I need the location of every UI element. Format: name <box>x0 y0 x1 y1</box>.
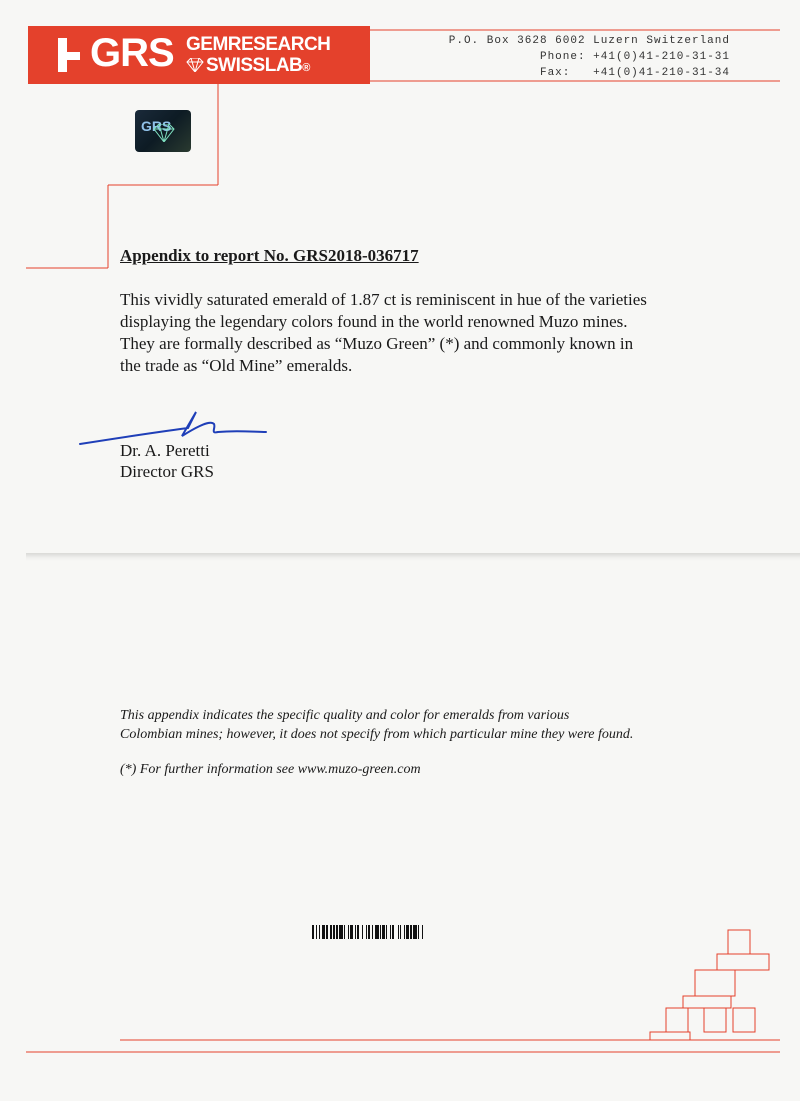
letterhead-address <box>414 33 730 81</box>
hologram-text: GRS <box>141 118 172 134</box>
disclaimer-line: Colombian mines; however, it does not specify from which particular mine they were found. <box>120 727 634 742</box>
appendix-disclaimer <box>120 706 720 744</box>
logo-line1: GEMRESEARCH <box>186 34 331 55</box>
signatory-name: Dr. A. Peretti <box>120 441 210 460</box>
body-line: the trade as “Old Mine” emeralds. <box>120 356 353 375</box>
paper-fold <box>26 553 800 561</box>
grs-cross-icon <box>58 38 88 72</box>
address-line: P.O. Box 3628 6002 Luzern Switzerland <box>448 35 730 47</box>
grs-logo <box>28 26 370 84</box>
appendix-heading: Appendix to report No. GRS2018-036717 <box>120 246 419 265</box>
appendix-body <box>120 289 700 377</box>
logo-line2: SWISSLAB® <box>206 55 310 76</box>
disclaimer-line: This appendix indicates the specific quality and color for emeralds from various <box>120 708 570 723</box>
further-info-note: (*) For further information see www.muzo-green.com <box>120 762 421 777</box>
security-hologram <box>135 110 191 152</box>
logo-text: GRS <box>90 31 174 75</box>
fax-line: Fax: +41(0)41-210-31-34 <box>539 67 730 79</box>
barcode-bar <box>423 925 424 939</box>
signatory-title: Director GRS <box>120 462 214 481</box>
phone-line: Phone: +41(0)41-210-31-31 <box>539 51 730 63</box>
body-line: This vividly saturated emerald of 1.87 ct is reminiscent in hue of the varieties <box>120 290 647 309</box>
diamond-icon <box>186 58 204 72</box>
body-line: displaying the legendary colors found in the world renowned Muzo mines. <box>120 312 628 331</box>
barcode <box>312 925 470 939</box>
body-line: They are formally described as “Muzo Green” (*) and commonly known in <box>120 334 634 353</box>
diamond-hologram-icon <box>153 124 175 142</box>
